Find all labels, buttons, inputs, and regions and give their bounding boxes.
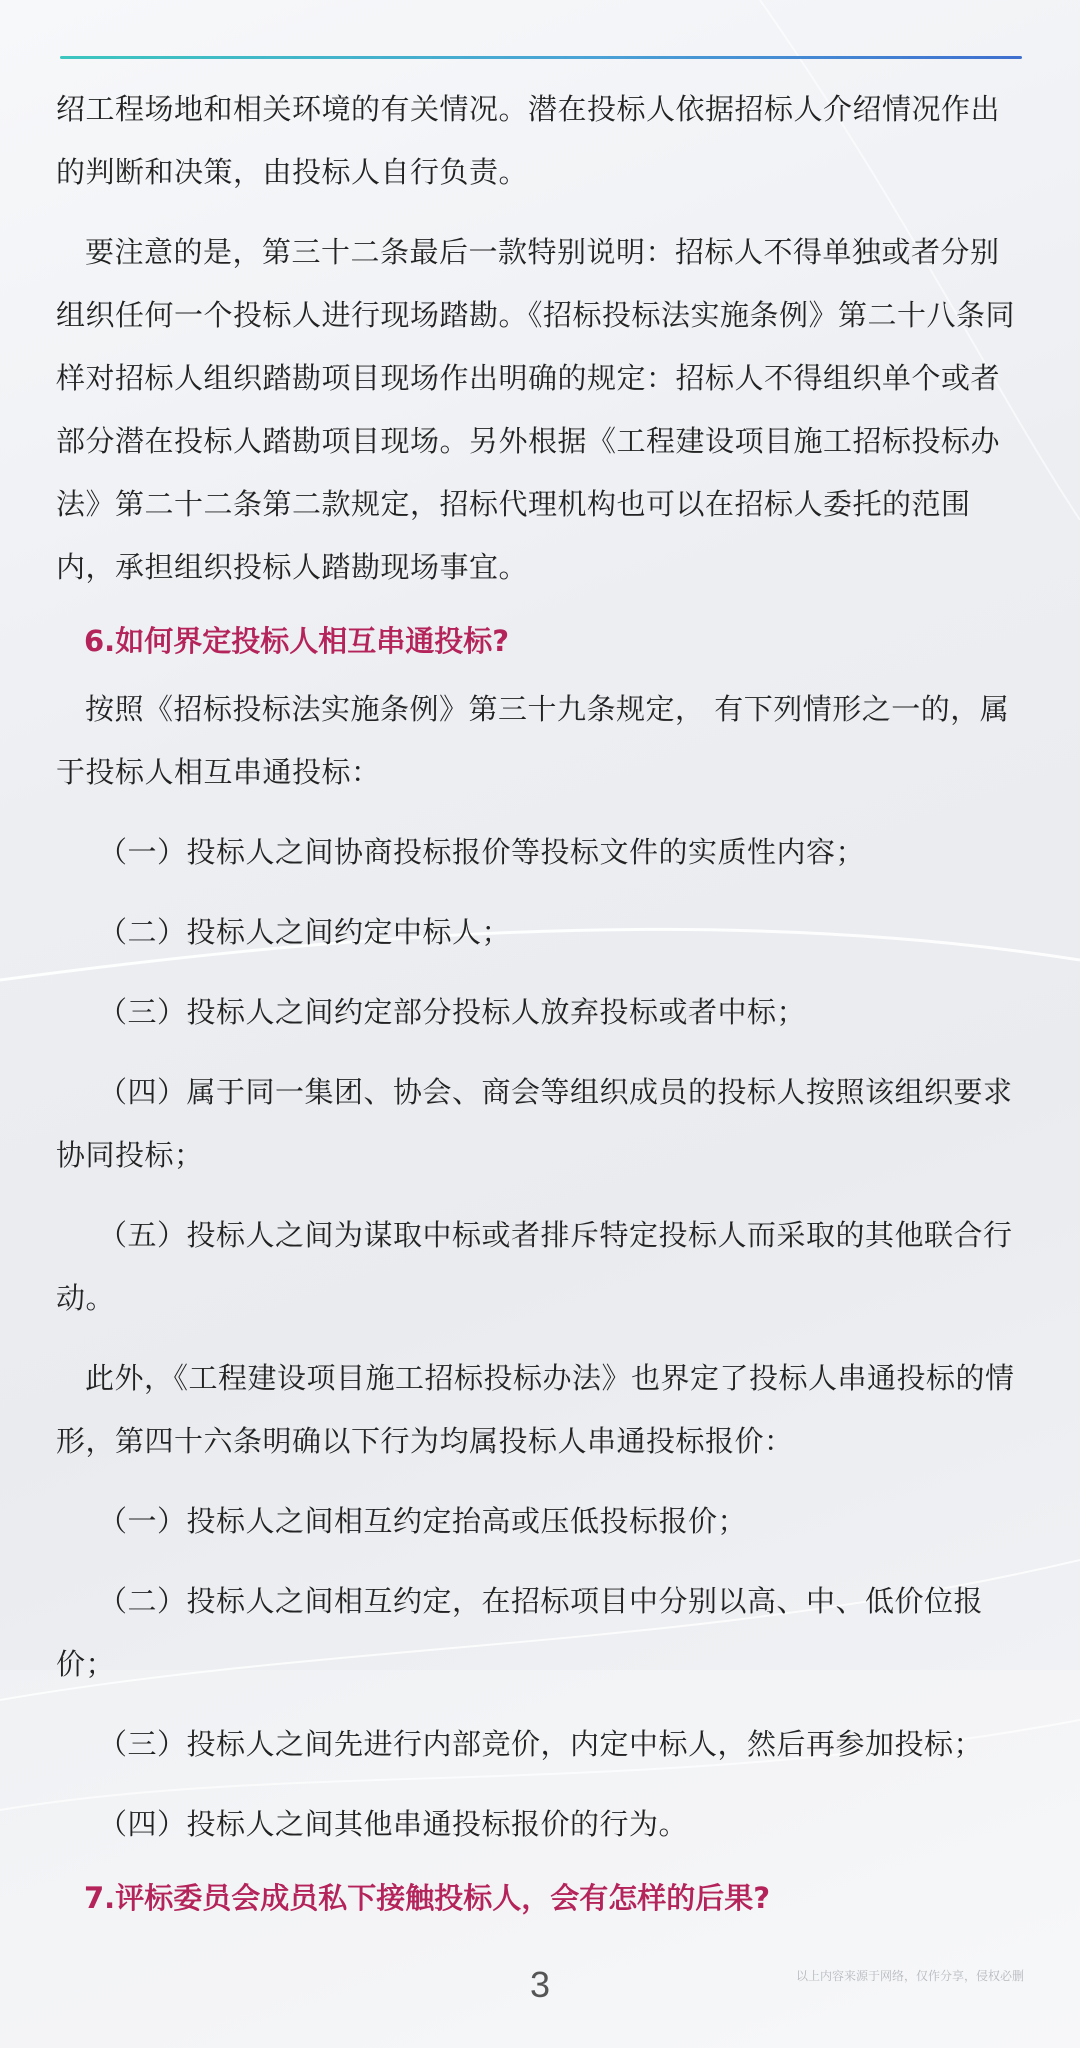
copyright-note: 以上内容来源于网络，仅作分享，侵权必删 [795,1969,1024,1983]
top-accent-line [60,56,1022,59]
section-heading-6: 6.如何界定投标人相互串通投标? [84,624,510,658]
list-item: （三）投标人之间约定部分投标人放弃投标或者中标； [98,995,807,1029]
list-item: （一）投标人之间相互约定抬高或压低投标报价； [98,1504,748,1538]
list-item: （一）投标人之间协商投标报价等投标文件的实质性内容； [98,835,866,869]
paragraph-4: 此外，《工程建设项目施工招标投标办法》也界定了投标人串通投标的情形，第四十六条明确以下行为均属投标人串通投标报价： [56,1361,1015,1458]
section-heading-7: 7.评标委员会成员私下接触投标人，会有怎样的后果? [84,1881,771,1915]
list-item: （二）投标人之间约定中标人； [98,915,512,949]
paragraph-3: 按照《招标投标法实施条例》第三十九条规定， 有下列情形之一的，属于投标人相互串通投标： [56,692,1010,789]
list-item: （四）属于同一集团、协会、商会等组织成员的投标人按照该组织要求协同投标； [56,1075,1013,1172]
list-item: （五）投标人之间为谋取中标或者排斥特定投标人而采取的其他联合行动。 [56,1218,1013,1315]
page-number: 3 [529,1964,551,2005]
list-item: （三）投标人之间先进行内部竞价，内定中标人，然后再参加投标； [98,1727,984,1761]
paragraph-2: 要注意的是，第三十二条最后一款特别说明：招标人不得单独或者分别组织任何一个投标人进行现场踏勘。《招标投标法实施条例》第二十八条同样对招标人组织踏勘项目现场作出明确的规定：招标人不得组织单个或者部分潜在投标人踏勘项目现场。另外根据《工程建设项目施工招标投标办法》第二十二条第二款规定，招标代理机构也可以在招标人委托的范围内，承担组织投标人踏勘现场事宜。 [56,235,1016,584]
paragraph-1: 绍工程场地和相关环境的有关情况。潜在投标人依据招标人介绍情况作出的判断和决策，由投标人自行负责。 [56,92,1001,189]
article-body [56,78,1024,1918]
list-item: （二）投标人之间相互约定，在招标项目中分别以高、中、低价位报价； [56,1584,984,1681]
list-item: （四）投标人之间其他串通投标报价的行为。 [98,1807,689,1841]
